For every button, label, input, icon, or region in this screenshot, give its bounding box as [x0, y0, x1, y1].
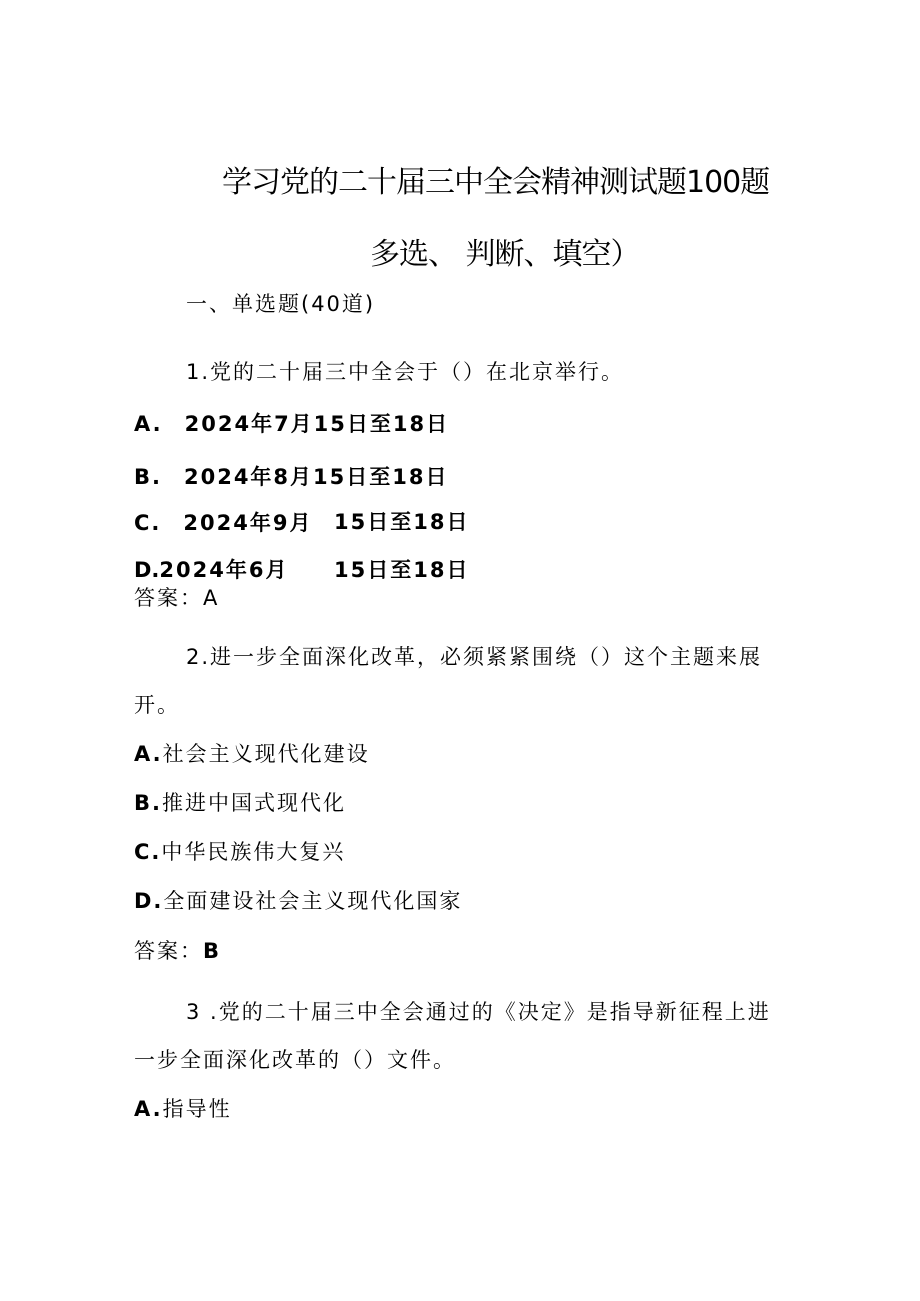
answer-value: B — [203, 939, 222, 963]
question-2-stem-continued: 开。 — [134, 693, 180, 717]
section-heading: 一、单选题(40道) — [186, 292, 376, 316]
option-text: 全面建设社会主义现代化国家 — [163, 889, 463, 913]
option-label: C. — [134, 840, 162, 864]
question-3-stem: 3 .党的二十届三中全会通过的《决定》是指导新征程上进 — [186, 1000, 771, 1024]
option-label: A. — [134, 742, 163, 766]
option-label: D. — [134, 558, 160, 582]
question-1-option-c — [134, 511, 312, 536]
question-2-option-b — [134, 791, 346, 816]
question-3-stem-continued: 一步全面深化改革的（）文件。 — [134, 1048, 456, 1072]
question-1-option-c-tail: 15日至18日 — [334, 510, 470, 534]
document-subtitle: 多选、 判断、填空） — [370, 237, 640, 272]
option-label: B. — [134, 791, 162, 815]
option-label: C. — [134, 511, 162, 535]
question-1-option-b — [134, 465, 449, 490]
option-text: 2024年6月 — [159, 558, 289, 582]
option-text: 指导性 — [162, 1097, 232, 1121]
option-label: B. — [134, 465, 162, 489]
answer-label: 答案： — [134, 939, 203, 963]
option-label: A. — [134, 1097, 163, 1121]
option-text: 2024年9月 — [183, 511, 313, 535]
question-2-stem: 2.进一步全面深化改革，必须紧紧围绕（）这个主题来展 — [186, 645, 763, 669]
option-text: 社会主义现代化建设 — [162, 742, 370, 766]
question-2-answer — [134, 939, 221, 964]
question-2-option-c — [134, 840, 345, 865]
option-text: 推进中国式现代化 — [161, 791, 346, 815]
question-2-option-d — [134, 889, 462, 914]
option-text: 2024年8月15日至18日 — [183, 465, 449, 489]
document-title: 学习党的二十届三中全会精神测试题100题 — [222, 165, 770, 200]
option-label: D. — [134, 889, 164, 913]
question-1-stem: 1.党的二十届三中全会于（）在北京举行。 — [186, 360, 625, 384]
question-1-answer: 答案：A — [134, 586, 220, 610]
question-1-option-d-tail: 15日至18日 — [334, 558, 470, 582]
option-label: A. — [134, 412, 163, 436]
question-1-option-a — [134, 412, 449, 437]
question-1-option-d — [134, 558, 288, 583]
option-text: 中华民族伟大复兴 — [161, 840, 346, 864]
question-2-option-a — [134, 742, 370, 767]
question-3-option-a — [134, 1097, 232, 1122]
option-text: 2024年7月15日至18日 — [184, 412, 450, 436]
